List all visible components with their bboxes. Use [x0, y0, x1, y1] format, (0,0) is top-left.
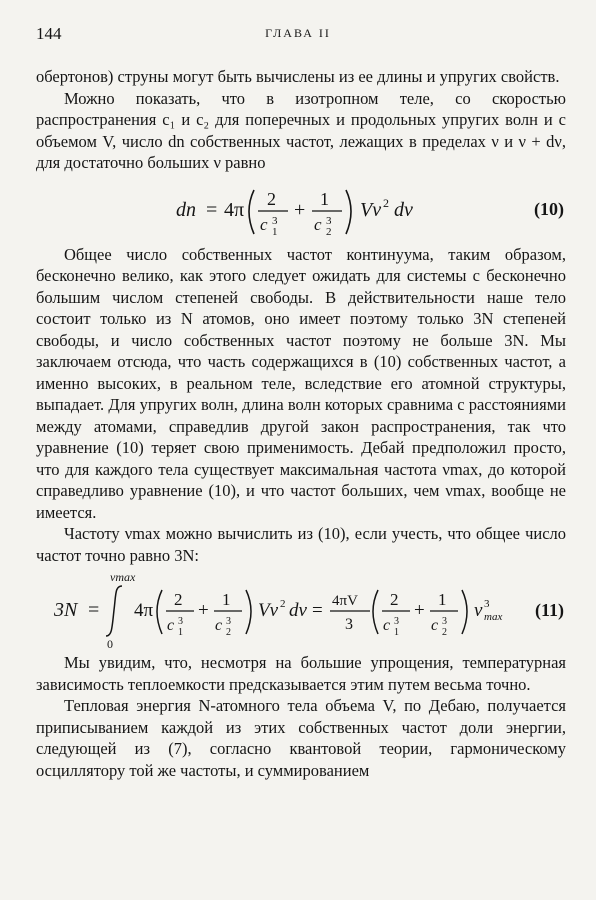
- eq11-num1: 2: [174, 590, 183, 609]
- paragraph-continuation: обертонов) струны могут быть вычислены из ее длины и упругих свойств.: [36, 67, 560, 86]
- paragraph-total-frequencies: Общее число собственных частот континуума, таким образом, бесконечно велико, как этого следует ожидать для системы с бесконечно большим числом степеней свободы. В действительности наше тело состоит только из N атомов, оно имеет поэтому только 3N степеней свободы, и число собственных частот поэтому не больше 3N. Мы заключаем отсюда, что часть содержащихся в (10) собственных частот, а именно высоких, в реальном теле, вследствие его атомной структуры, выпадает. Для упругих волн, длина волн которых сравнима с расстояниями между атомами, справедлив другой закон распространения, так что уравнение (10) теряет свою применимость. Дебай предположил просто, что для каждого тела существует максимальная частота νmax, до которой справедливо уравнение (10), и что частот больших, чем νmax, вообще не имеется.: [36, 244, 566, 522]
- eq11-right-paren-1: [246, 590, 251, 634]
- eq10-den2-power: 3: [326, 214, 332, 227]
- eq10-num2: 1: [320, 188, 329, 209]
- eq11-num3: 2: [390, 590, 399, 609]
- eq11-num4: 1: [438, 590, 447, 609]
- running-head: ГЛАВА II: [265, 26, 331, 40]
- eq11-mid: Vν: [258, 600, 279, 621]
- equation-11: [36, 566, 566, 652]
- equation-11-number: (11): [535, 600, 564, 620]
- equation-10: [36, 174, 566, 244]
- eq11-den2: c: [215, 617, 223, 634]
- eq11-den1-sub: 1: [178, 627, 183, 638]
- eq11-den1: c: [167, 617, 175, 634]
- eq10-plus: +: [294, 198, 306, 221]
- eq10-equals: =: [206, 198, 218, 221]
- eq11-tail: ν: [474, 600, 483, 621]
- eq11-den4: c: [431, 617, 439, 634]
- eq11-den2-sub: 2: [226, 627, 231, 638]
- eq11-equals-2: =: [312, 600, 323, 621]
- eq11-left-paren-1: [157, 590, 162, 634]
- eq10-right-paren: [346, 190, 351, 234]
- paragraph-numax: Частоту νmax можно вычислить из (10), если учесть, что общее число частот точно равно 3N:: [36, 524, 566, 565]
- equation-10-number: (10): [534, 198, 564, 219]
- equation-11-formula: [36, 566, 566, 652]
- eq10-tail: Vν: [360, 198, 382, 221]
- page-body: [36, 66, 566, 781]
- eq11-int-upper: νmax: [110, 570, 136, 584]
- eq11-den4-power: 3: [442, 616, 447, 627]
- eq11-den1-power: 3: [178, 616, 183, 627]
- eq11-den3-power: 3: [394, 616, 399, 627]
- eq10-left-paren: [249, 190, 254, 234]
- eq11-diff: dν: [289, 600, 307, 621]
- eq11-den3: c: [383, 617, 391, 634]
- eq10-den1-power: 3: [272, 214, 278, 227]
- eq11-frac-num: 4πV: [332, 593, 358, 609]
- eq10-tail-sup: 2: [383, 195, 389, 210]
- equation-10-formula: [36, 174, 566, 244]
- page-number: 144: [36, 24, 62, 43]
- eq11-den4-sub: 2: [442, 627, 447, 638]
- eq10-diff: dν: [394, 198, 413, 221]
- eq11-right-paren-2: [462, 590, 467, 634]
- eq11-den3-sub: 1: [394, 627, 399, 638]
- eq10-num1: 2: [267, 188, 276, 209]
- eq11-equals: =: [88, 599, 100, 621]
- eq10-den2: c: [314, 214, 322, 234]
- paragraph-isotropic-body: Можно показать, что в изотропном теле, со скоростью распространения c₁ и c₂ для поперечных и продольных упругих волн и с объемом V, число dn собственных частот, лежащих в пределах ν и ν + dν, для достаточно больших ν равно: [36, 88, 566, 172]
- eq11-frac-den: 3: [345, 616, 353, 633]
- eq10-lhs: dn: [176, 198, 196, 221]
- eq10-coef: 4π: [224, 198, 245, 221]
- eq11-integral-sign: [106, 586, 122, 636]
- eq11-left-paren-2: [373, 590, 378, 634]
- eq11-coef: 4π: [134, 600, 154, 621]
- eq10-den1: c: [260, 214, 268, 234]
- eq11-tail-sup: 3: [484, 598, 490, 610]
- eq11-mid-sup: 2: [280, 598, 286, 610]
- eq10-den2-sub: 2: [326, 225, 332, 238]
- eq11-den2-power: 3: [226, 616, 231, 627]
- page-header: [36, 24, 560, 50]
- eq11-plus-1: +: [198, 600, 209, 621]
- eq11-tail-sub: max: [484, 611, 503, 623]
- eq11-plus-2: +: [414, 600, 425, 621]
- paragraph-thermal-energy: Тепловая энергия N-атомного тела объема V, по Дебаю, получается приписыванием каждой из этих собственных частот доли энергии, следующей из (7), согласно квантовой теории, гармоническому осциллятору той же частоты, и суммированием: [36, 696, 566, 780]
- eq11-num2: 1: [222, 590, 231, 609]
- eq11-int-lower: 0: [107, 637, 113, 651]
- eq11-lhs: 3N: [54, 599, 78, 621]
- paragraph-approximation: Мы увидим, что, несмотря на большие упрощения, температурная зависимость теплоемкости предсказывается этим путем весьма точно.: [36, 653, 566, 694]
- eq10-den1-sub: 1: [272, 225, 278, 238]
